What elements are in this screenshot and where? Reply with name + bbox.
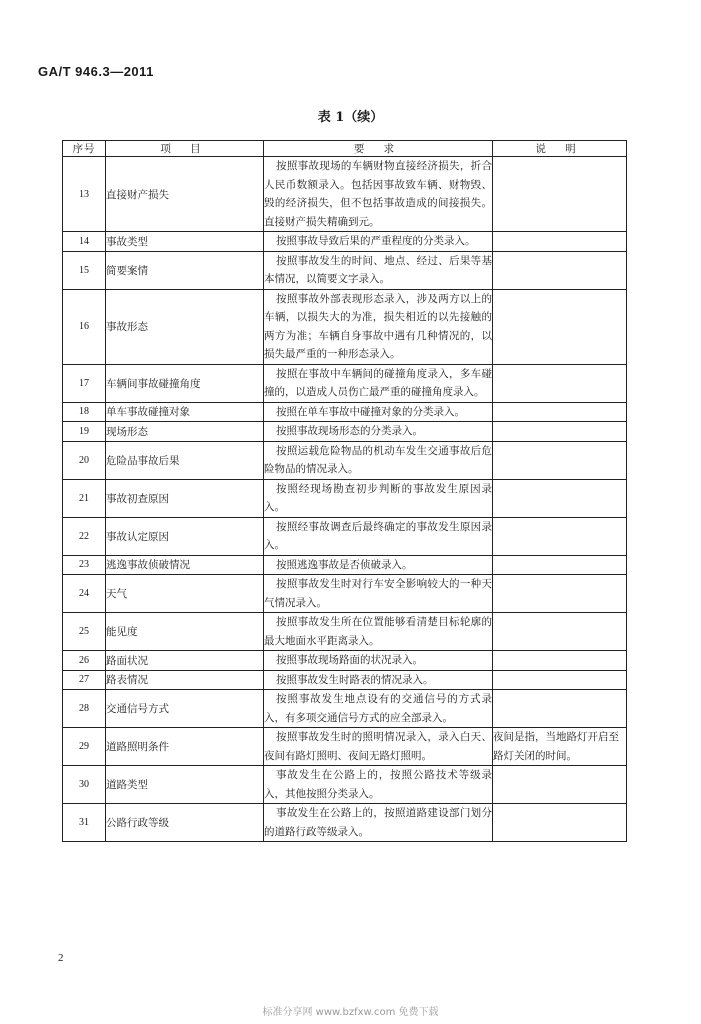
- row-requirement: 按照事故发生时的照明情况录入，录入白天、夜间有路灯照明、夜间无路灯照明。: [264, 728, 493, 766]
- row-note: [493, 479, 627, 517]
- row-number: 30: [63, 766, 106, 804]
- row-requirement: 按照事故外部表现形态录入，涉及两方以上的车辆，以损失大的为准，损失相近的以先接触的两方为准；车辆自身事故中遇有几种情况的，以损失最严重的一种形态录入。: [264, 289, 493, 364]
- row-item: 公路行政等级: [106, 804, 264, 842]
- row-number: 24: [63, 575, 106, 613]
- row-number: 18: [63, 402, 106, 422]
- table-row: [63, 157, 627, 232]
- row-item: 危险品事故后果: [106, 441, 264, 479]
- row-requirement: 按照事故发生的时间、地点、经过、后果等基本情况，以简要文字录入。: [264, 251, 493, 289]
- row-item: 车辆间事故碰撞角度: [106, 364, 264, 402]
- row-requirement: 按照事故导致后果的严重程度的分类录入。: [264, 232, 493, 252]
- table-row: [63, 575, 627, 613]
- row-number: 15: [63, 251, 106, 289]
- row-number: 14: [63, 232, 106, 252]
- row-note: [493, 517, 627, 555]
- table-row: [63, 422, 627, 442]
- row-note: [493, 441, 627, 479]
- row-requirement: 按照逃逸事故是否侦破录入。: [264, 555, 493, 575]
- column-header-requirement: 要 求: [264, 141, 493, 157]
- row-note: [493, 690, 627, 728]
- table-row: [63, 766, 627, 804]
- column-header-item: 项 目: [106, 141, 264, 157]
- row-number: 16: [63, 289, 106, 364]
- row-item: 交通信号方式: [106, 690, 264, 728]
- row-note: [493, 289, 627, 364]
- row-number: 31: [63, 804, 106, 842]
- table-row: [63, 232, 627, 252]
- row-item: 简要案情: [106, 251, 264, 289]
- row-note: [493, 364, 627, 402]
- row-number: 23: [63, 555, 106, 575]
- row-item: 直接财产损失: [106, 157, 264, 232]
- row-item: 事故认定原因: [106, 517, 264, 555]
- row-requirement: 按照事故发生时对行车安全影响较大的一种天气情况录入。: [264, 575, 493, 613]
- column-header-no: 序号: [63, 141, 106, 157]
- row-note: [493, 804, 627, 842]
- row-note: [493, 232, 627, 252]
- row-number: 26: [63, 651, 106, 671]
- table-row: [63, 690, 627, 728]
- row-requirement: 按照事故发生时路表的情况录入。: [264, 670, 493, 690]
- row-number: 19: [63, 422, 106, 442]
- row-item: 事故形态: [106, 289, 264, 364]
- row-number: 13: [63, 157, 106, 232]
- row-note: [493, 670, 627, 690]
- table-row: [63, 613, 627, 651]
- table-row: [63, 289, 627, 364]
- row-note: [493, 613, 627, 651]
- row-requirement: 按照事故现场的车辆财物直接经济损失，折合人民币数额录入。包括因事故致车辆、财物毁、毁的经济损失，但不包括事故造成的间接损失。直接财产损失精确到元。: [264, 157, 493, 232]
- row-item: 单车事故碰撞对象: [106, 402, 264, 422]
- table-row: [63, 479, 627, 517]
- table-row: [63, 251, 627, 289]
- table-row: [63, 402, 627, 422]
- table-row: [63, 517, 627, 555]
- page-number: 2: [58, 952, 64, 964]
- table-row: [63, 364, 627, 402]
- row-note: [493, 766, 627, 804]
- row-requirement: 事故发生在公路上的，按照公路技术等级录入，其他按照分类录入。: [264, 766, 493, 804]
- standard-code: GA/T 946.3—2011: [38, 64, 154, 79]
- column-header-note: 说 明: [493, 141, 627, 157]
- table-header-row: [63, 141, 627, 157]
- row-number: 27: [63, 670, 106, 690]
- row-note: [493, 422, 627, 442]
- row-requirement: 按照经现场勘查初步判断的事故发生原因录入。: [264, 479, 493, 517]
- row-number: 22: [63, 517, 106, 555]
- table-row: [63, 728, 627, 766]
- row-note: [493, 251, 627, 289]
- table-row: [63, 804, 627, 842]
- row-item: 事故类型: [106, 232, 264, 252]
- row-requirement: 按照事故发生所在位置能够看清楚目标轮廓的最大地面水平距离录入。: [264, 613, 493, 651]
- row-note: [493, 402, 627, 422]
- row-note: [493, 575, 627, 613]
- row-item: 逃逸事故侦破情况: [106, 555, 264, 575]
- row-requirement: 按照事故发生地点设有的交通信号的方式录入，有多项交通信号方式的应全部录入。: [264, 690, 493, 728]
- row-number: 20: [63, 441, 106, 479]
- row-requirement: 按照在事故中车辆间的碰撞角度录入，多车碰撞的，以造成人员伤亡最严重的碰撞角度录入。: [264, 364, 493, 402]
- row-requirement: 按照经事故调查后最终确定的事故发生原因录入。: [264, 517, 493, 555]
- table-row: [63, 651, 627, 671]
- table-row: [63, 555, 627, 575]
- row-requirement: 事故发生在公路上的，按照道路建设部门划分的道路行政等级录入。: [264, 804, 493, 842]
- requirements-table: [62, 140, 627, 842]
- row-item: 能见度: [106, 613, 264, 651]
- table-title: 表 1（续）: [317, 110, 384, 125]
- table-row: [63, 441, 627, 479]
- row-number: 29: [63, 728, 106, 766]
- row-requirement: 按照事故现场路面的状况录入。: [264, 651, 493, 671]
- row-item: 现场形态: [106, 422, 264, 442]
- row-note: [493, 555, 627, 575]
- row-number: 28: [63, 690, 106, 728]
- row-item: 路面状况: [106, 651, 264, 671]
- row-item: 事故初查原因: [106, 479, 264, 517]
- row-note: 夜间是指，当地路灯开启至路灯关闭的时间。: [493, 728, 627, 766]
- row-number: 17: [63, 364, 106, 402]
- row-item: 道路类型: [106, 766, 264, 804]
- row-item: 路表情况: [106, 670, 264, 690]
- row-item: 天气: [106, 575, 264, 613]
- row-note: [493, 157, 627, 232]
- row-number: 21: [63, 479, 106, 517]
- row-requirement: 按照运载危险物品的机动车发生交通事故后危险物品的情况录入。: [264, 441, 493, 479]
- row-note: [493, 651, 627, 671]
- row-item: 道路照明条件: [106, 728, 264, 766]
- watermark: 标准分享网 www.bzfxw.com 免费下载: [262, 1007, 439, 1018]
- row-number: 25: [63, 613, 106, 651]
- row-requirement: 按照在单车事故中碰撞对象的分类录入。: [264, 402, 493, 422]
- row-requirement: 按照事故现场形态的分类录入。: [264, 422, 493, 442]
- table-row: [63, 670, 627, 690]
